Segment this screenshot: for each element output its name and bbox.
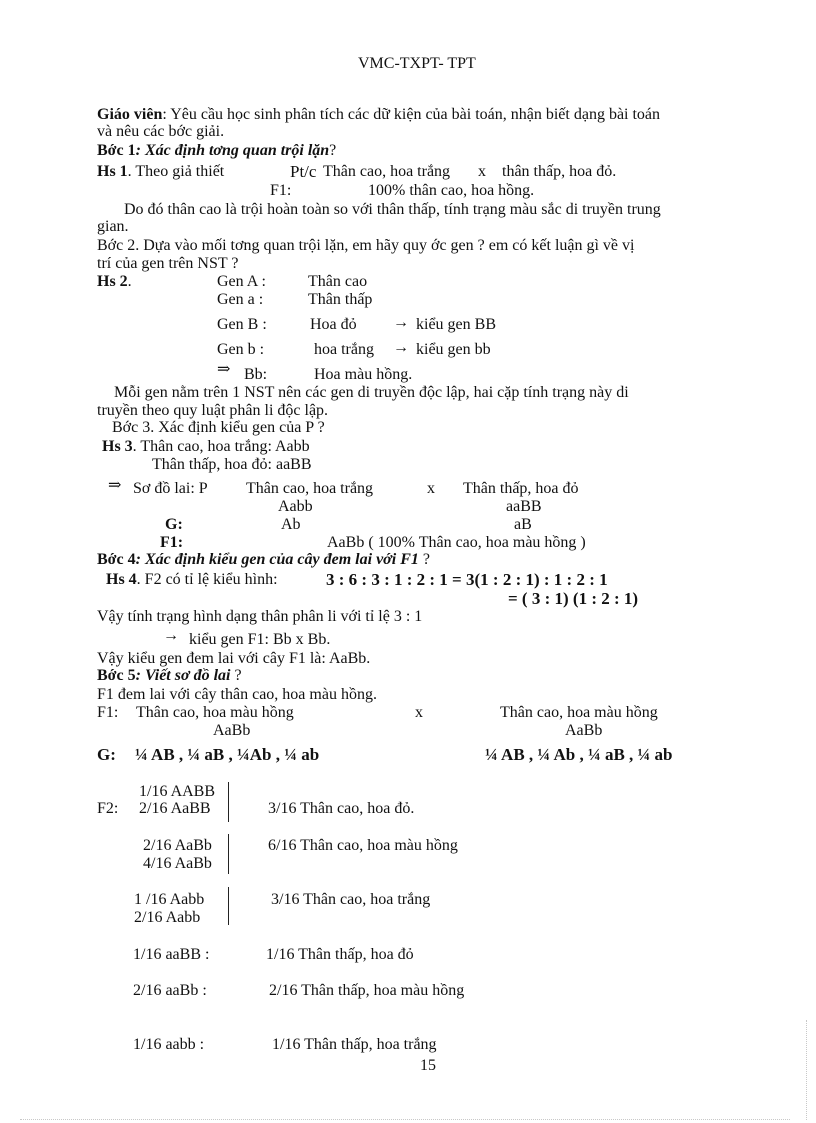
f2-phenotype: 3/16 Thân cao, hoa đỏ. bbox=[268, 800, 415, 817]
p-parent-2: Thân thấp, hoa đỏ bbox=[463, 480, 579, 497]
arrow-right-icon: → bbox=[393, 339, 409, 356]
hs1-p1: Thân cao, hoa trắng bbox=[323, 163, 451, 180]
f2-genotype: 1 /16 Aabb bbox=[134, 891, 205, 908]
teacher-label: Giáo viên bbox=[97, 106, 163, 123]
hs4-conclusion-3: Vậy kiểu gen đem lai với cây F1 là: AaBb. bbox=[97, 650, 371, 667]
intro-text: : Yêu cầu học sinh phân tích các dữ kiện của bài toán, nhận biết dạng bài toán bbox=[162, 106, 661, 123]
hs2-label: Hs 2. bbox=[97, 273, 132, 290]
f2-genotype: 1/16 AABB bbox=[139, 783, 216, 800]
hs1-conclusion-2: gian. bbox=[97, 218, 129, 235]
arrow-right-icon: → bbox=[393, 314, 409, 331]
hs4-conclusion-2: kiểu gen F1: Bb x Bb. bbox=[189, 631, 331, 648]
page-header: VMC-TXPT- TPT bbox=[358, 55, 476, 72]
cross-gametes-2: ¼ AB , ¼ Ab , ¼ aB , ¼ ab bbox=[485, 745, 673, 764]
page-border-right bbox=[806, 1020, 807, 1120]
f2-phenotype: 3/16 Thân cao, hoa trắng bbox=[271, 891, 431, 908]
pt-c: Pt/c bbox=[290, 162, 317, 181]
gene-b-trait: hoa trắng bbox=[314, 341, 374, 358]
hs1-conclusion-1: Do đó thân cao là trội hoàn toàn so với thân thấp, tính trạng màu sắc di truyền trung bbox=[124, 201, 661, 218]
hs1-x: x bbox=[478, 163, 486, 180]
bracket-line bbox=[228, 782, 229, 822]
implies-icon: ⇒ bbox=[108, 477, 122, 494]
f1-label: F1: bbox=[160, 534, 184, 551]
hs1-f1-value: 100% thân cao, hoa hồng. bbox=[368, 182, 535, 199]
f2-genotype: 1/16 aabb : bbox=[133, 1036, 205, 1053]
page-number: 15 bbox=[420, 1057, 436, 1074]
gene-b: Gen b : bbox=[217, 341, 265, 358]
step2-line-2: trí của gen trên NST ? bbox=[97, 255, 239, 272]
f2-phenotype: 6/16 Thân cao, hoa màu hồng bbox=[268, 837, 458, 854]
step5-heading: Bớc 5: Viết sơ đồ lai ? bbox=[97, 667, 242, 684]
cross-parent-1: Thân cao, hoa màu hồng bbox=[136, 704, 294, 721]
p-genotype-2: aaBB bbox=[506, 498, 542, 515]
hs1-line: Hs 1. Theo giả thiết bbox=[97, 163, 225, 180]
hs3-line-1: Hs 3. Thân cao, hoa trắng: Aabb bbox=[102, 438, 310, 455]
cross-f1-label: F1: bbox=[97, 704, 119, 721]
intro-line-1 bbox=[97, 107, 660, 123]
hs2-conclusion-1: Mỗi gen nằm trên 1 NST nên các gen di truyền độc lập, hai cặp tính trạng này di bbox=[114, 384, 629, 401]
cross-parent-2: Thân cao, hoa màu hồng bbox=[500, 704, 658, 721]
gamete-2: aB bbox=[514, 516, 532, 533]
f2-label: F2: bbox=[97, 800, 119, 817]
p-cross-x: x bbox=[427, 480, 435, 497]
gene-B: Gen B : bbox=[217, 316, 267, 333]
phenotype-ratio-factored: = ( 3 : 1) (1 : 2 : 1) bbox=[508, 589, 639, 608]
cross-gamete-label: G: bbox=[97, 745, 116, 764]
f2-phenotype: 1/16 Thân thấp, hoa trắng bbox=[272, 1036, 437, 1053]
f2-genotype: 2/16 Aabb bbox=[134, 909, 201, 926]
hs2-conclusion-2: truyền theo quy luật phân li độc lập. bbox=[97, 402, 329, 419]
cross-diagram-label: Sơ đồ lai: P bbox=[133, 480, 208, 497]
gene-a: Gen a : bbox=[217, 291, 264, 308]
step3-heading: Bớc 3. Xác định kiểu gen của P ? bbox=[112, 419, 325, 436]
hs4-line: Hs 4. F2 có tỉ lệ kiểu hình: bbox=[106, 571, 278, 588]
gene-B-trait: Hoa đỏ bbox=[310, 316, 357, 333]
hs1-p2: thân thấp, hoa đỏ. bbox=[502, 163, 617, 180]
step2-line-1: Bớc 2. Dựa vào mối tơng quan trội lặn, em hãy quy ớc gen ? em có kết luận gì về vị bbox=[97, 237, 635, 254]
bb-trait: Hoa màu hồng. bbox=[314, 366, 413, 383]
gene-a-trait: Thân thấp bbox=[308, 291, 373, 308]
bb-label: Bb: bbox=[244, 366, 268, 383]
f2-phenotype: 1/16 Thân thấp, hoa đỏ bbox=[266, 946, 414, 963]
gene-A-trait: Thân cao bbox=[308, 273, 368, 290]
cross-genotype-1: AaBb bbox=[213, 722, 251, 739]
p-genotype-1: Aabb bbox=[278, 498, 313, 515]
arrow-right-icon: → bbox=[163, 627, 179, 644]
f2-phenotype: 2/16 Thân thấp, hoa màu hồng bbox=[269, 982, 465, 999]
f2-genotype: 2/16 aaBb : bbox=[133, 982, 207, 999]
gene-B-genotype: kiểu gen BB bbox=[416, 316, 496, 333]
bracket-line bbox=[228, 887, 229, 925]
hs1-f1: F1: bbox=[270, 182, 292, 199]
f2-genotype: 2/16 AaBb bbox=[143, 837, 212, 854]
cross-genotype-2: AaBb bbox=[565, 722, 603, 739]
hs4-conclusion-1: Vậy tính trạng hình dạng thân phân li với tỉ lệ 3 : 1 bbox=[97, 608, 423, 625]
gene-A: Gen A : bbox=[217, 273, 266, 290]
f2-genotype: 4/16 AaBb bbox=[143, 855, 212, 872]
f2-genotype: 1/16 aaBB : bbox=[133, 946, 210, 963]
page-border-bottom bbox=[20, 1119, 790, 1120]
gamete-1: Ab bbox=[281, 516, 301, 533]
phenotype-ratio: 3 : 6 : 3 : 1 : 2 : 1 = 3(1 : 2 : 1) : 1 : 2 : 1 bbox=[326, 570, 608, 589]
gene-b-genotype: kiểu gen bb bbox=[416, 341, 491, 358]
step4-heading: Bớc 4: Xác định kiểu gen của cây đem lai với F1 ? bbox=[97, 551, 430, 568]
intro-line-2: và nêu các bớc giải. bbox=[97, 123, 225, 140]
f1-result: AaBb ( 100% Thân cao, hoa màu hồng ) bbox=[327, 534, 586, 551]
cross-gametes-1: ¼ AB , ¼ aB , ¼Ab , ¼ ab bbox=[135, 745, 320, 764]
hs3-line-2: Thân thấp, hoa đỏ: aaBB bbox=[152, 456, 312, 473]
bracket-line bbox=[228, 834, 229, 874]
implies-icon: ⇒ bbox=[217, 361, 231, 378]
f2-genotype: 2/16 AaBB bbox=[139, 800, 211, 817]
step1-heading: Bớc 1: Xác định tơng quan trội lặn? bbox=[97, 142, 337, 159]
p-parent-1: Thân cao, hoa trắng bbox=[246, 480, 374, 497]
cross-intro: F1 đem lai với cây thân cao, hoa màu hồng. bbox=[97, 686, 377, 703]
gamete-label: G: bbox=[165, 516, 183, 533]
cross-x: x bbox=[415, 704, 423, 721]
